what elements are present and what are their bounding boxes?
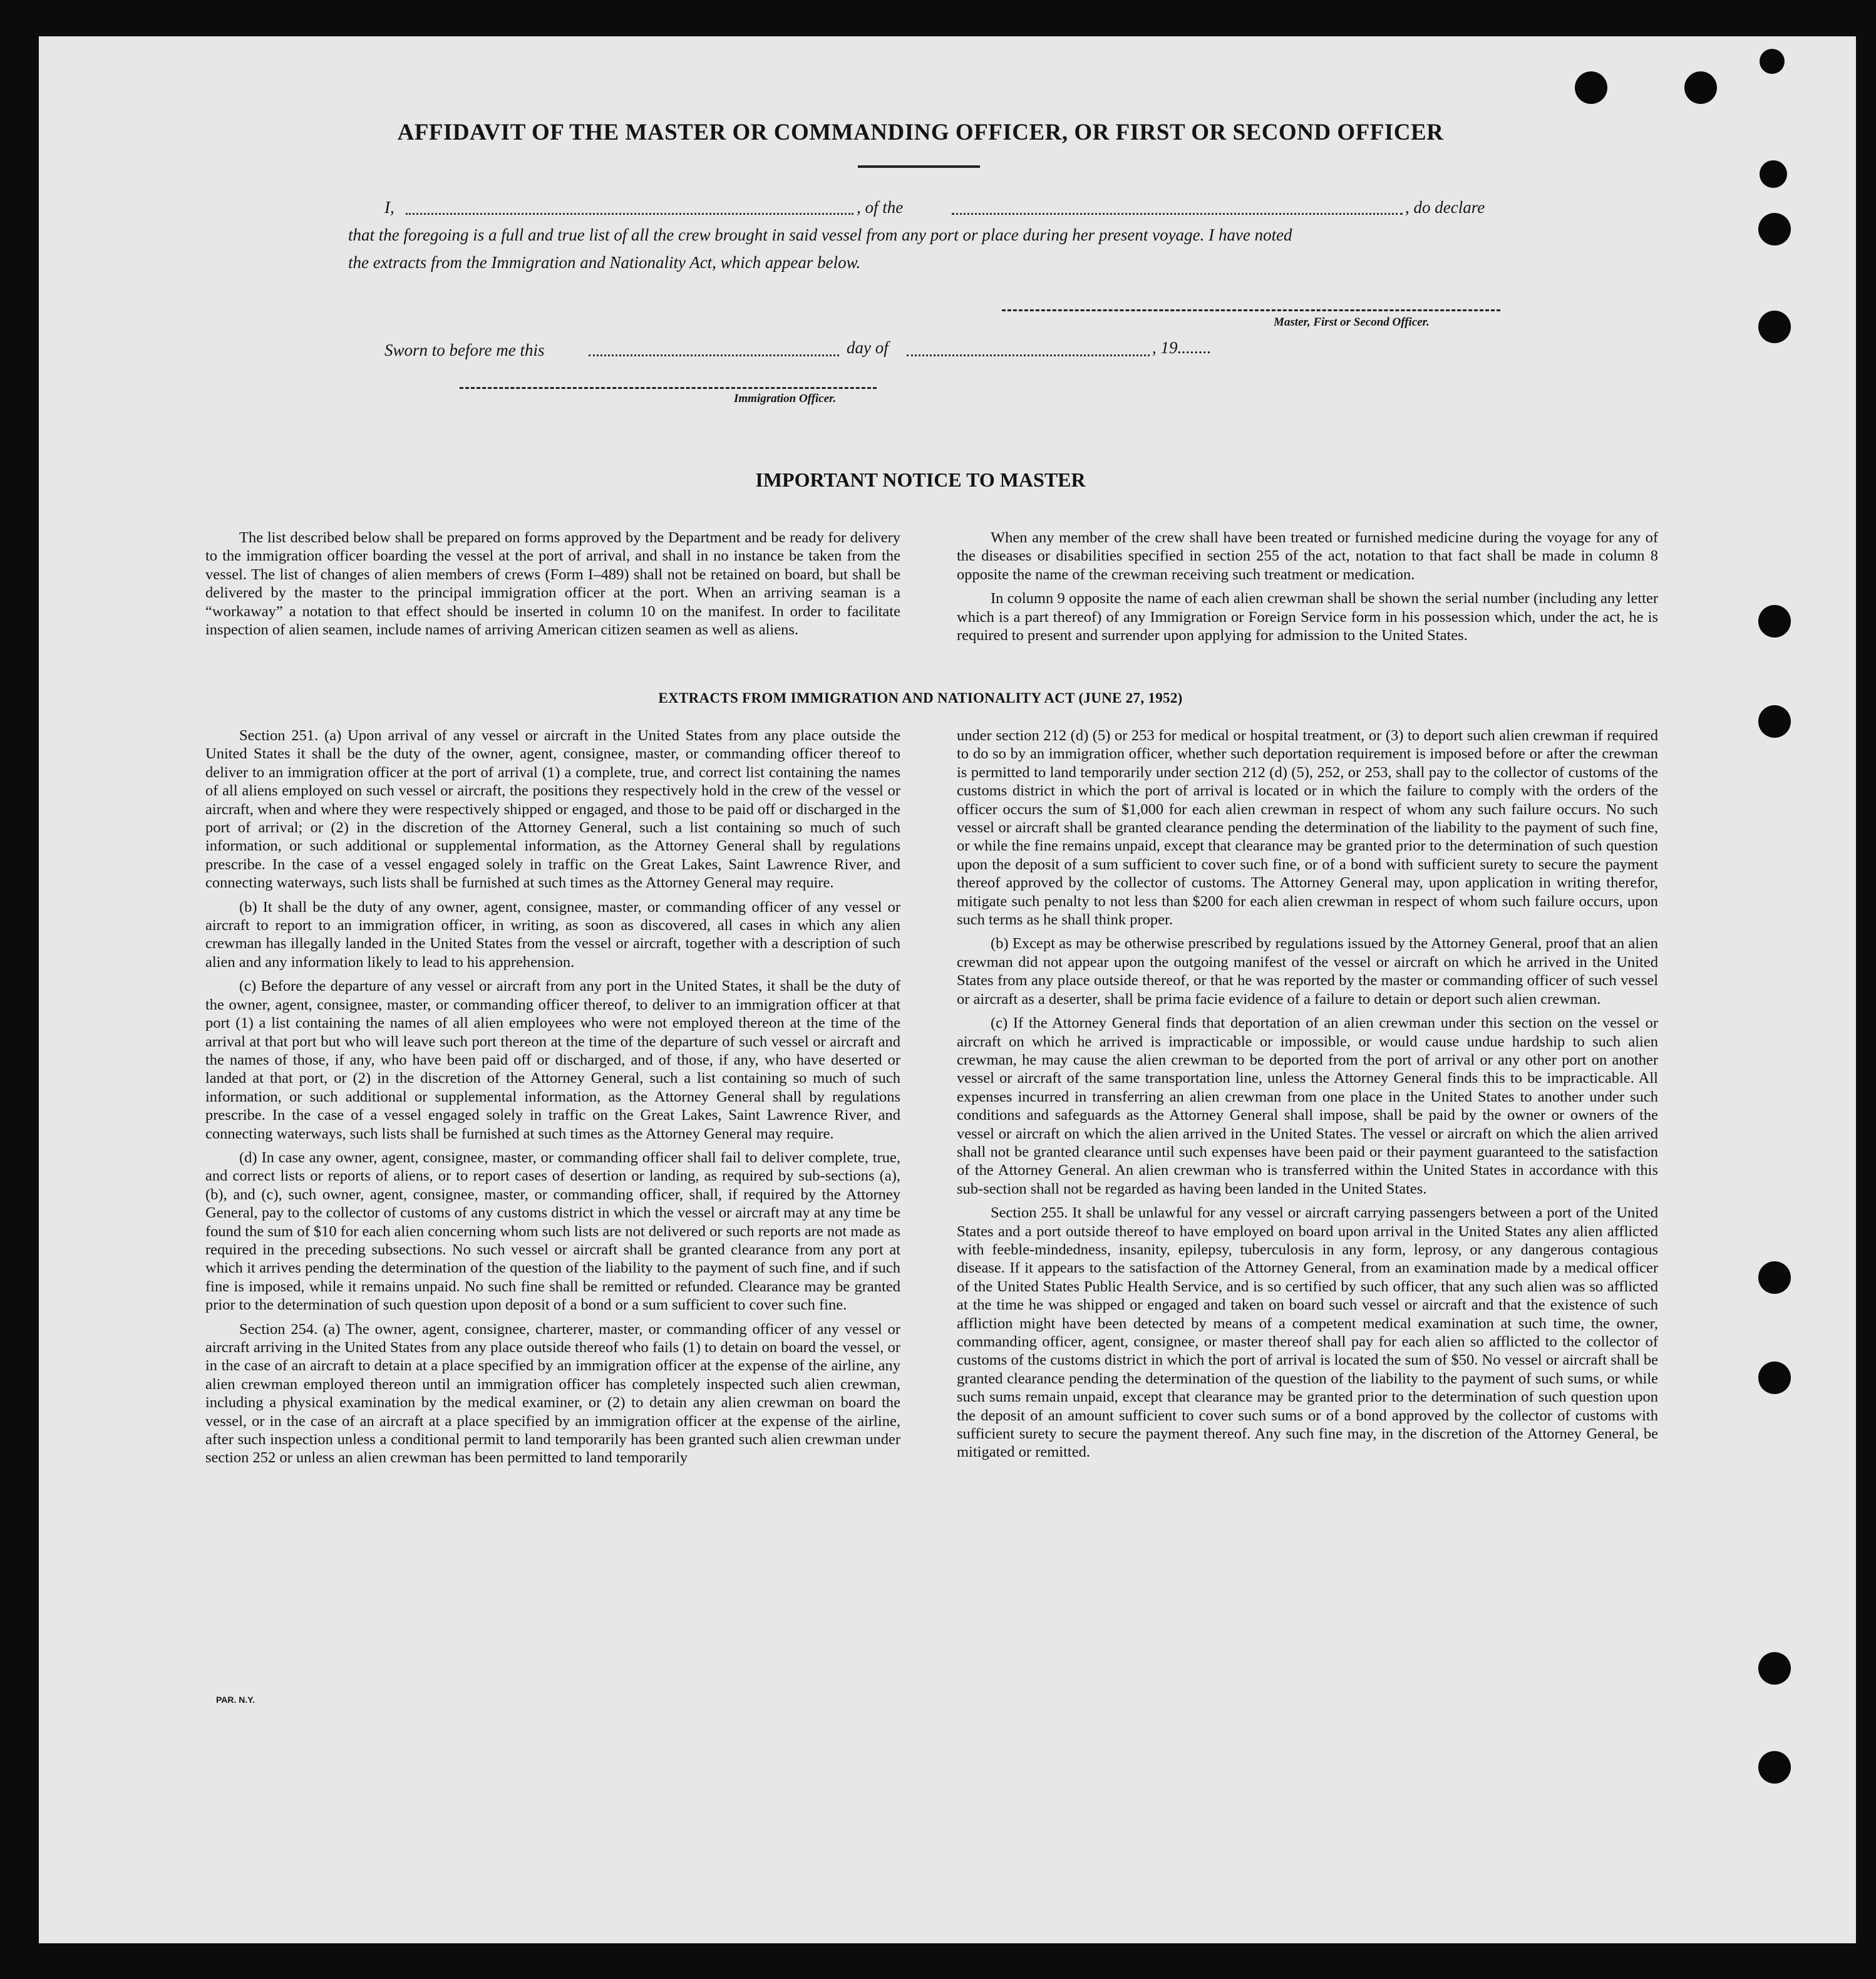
punch-hole [1575, 71, 1607, 104]
punch-hole [1758, 1751, 1791, 1784]
sworn-label: Sworn to before me this [384, 341, 545, 359]
day-of-label: day of [847, 338, 889, 357]
sworn-year-label: , 19........ [1152, 338, 1212, 357]
punch-hole [1758, 605, 1791, 638]
notice-right-column [957, 529, 1658, 650]
extracts-title: EXTRACTS FROM IMMIGRATION AND NATIONALITY ACT (JUNE 27, 1952) [658, 690, 1183, 706]
declaration-i-label: I, [384, 198, 394, 217]
punch-hole [1758, 213, 1791, 245]
punch-hole [1684, 71, 1717, 104]
declaration-line-3: the extracts from the Immigration and Nationality Act, which appear below. [348, 253, 861, 272]
extracts-left-column [205, 726, 900, 1473]
sworn-month-field[interactable] [907, 354, 1150, 356]
extract-paragraph: (b) It shall be the duty of any owner, agent, consignee, master, or commanding officer of any vessel or aircraft to report to an immigration officer, in writing, as soon as discovered, all cases in which any alien crewman has illegally landed in the United States from the vessel or aircraft, together with a description of such alien and any information likely to lead to his apprehension. [205, 898, 900, 971]
notice-title: IMPORTANT NOTICE TO MASTER [755, 468, 1086, 491]
punch-hole [1760, 160, 1787, 188]
affidavit-title: AFFIDAVIT OF THE MASTER OR COMMANDING OFFICER, OR FIRST OR SECOND OFFICER [397, 120, 1444, 145]
punch-hole [1758, 1362, 1791, 1394]
printer-mark: PAR. N.Y. [216, 1695, 255, 1705]
declaration-declare-label: , do declare [1405, 198, 1485, 217]
extract-paragraph: (d) In case any owner, agent, consignee, master, or commanding officer shall fail to deliver complete, true, and correct lists or reports of aliens, or to report cases of desertion or landing, as required by sub-sections (a), (b), and (c), such owner, agent, consignee, master, or commanding officer, shall, if required by the Attorney General, pay to the collector of customs of any customs district in which the vessel or aircraft may at any time be found the sum of $10 for each alien concerning whom such lists are not delivered or such reports are not made as required in the preceding subsections. No such vessel or aircraft shall be granted clearance from any port at which it arrives pending the determination of the question of the liability to the payment of such fine, and if such fine is imposed, while it remains unpaid. No such fine shall be remitted or refunded. Clearance may be granted prior to the determination of such question upon deposit of a bond or a sum sufficient to cover such fine. [205, 1149, 900, 1314]
extract-paragraph: Section 251. (a) Upon arrival of any vessel or aircraft in the United States from any place outside the United States it shall be the duty of the owner, agent, consignee, master, or commanding officer thereof to deliver to an immigration officer at the port of arrival (1) a complete, true, and correct list containing the names of all aliens employed on such vessel or aircraft, the positions they respectively hold in the crew of the vessel or aircraft, when and where they were respectively shipped or engaged, and those to be paid off or discharged in the port of arrival; or (2) in the discretion of the Attorney General, such a list containing so much of such information, or such additional or supplemental information, as the Attorney General shall by regulations prescribe. In the case of a vessel engaged solely in traffic on the Great Lakes, Saint Lawrence River, and connecting waterways, such lists shall be furnished at such times as the Attorney General may require. [205, 727, 900, 892]
declarant-name-field[interactable] [406, 213, 853, 215]
punch-hole [1758, 1261, 1791, 1294]
extract-paragraph: (c) Before the departure of any vessel or aircraft from any port in the United States, it shall be the duty of the owner, agent, consignee, master, or commanding officer thereof, to deliver to an immigration officer at that port (1) a list containing the names of all alien employees who were not employed thereon at the time of the arrival at that port but who will leave such port thereon at the time of the departure of such vessel or aircraft and the names of those, if any, who have been paid off or discharged, and of those, if any, who have deserted or landed at that port, or (2) in the discretion of the Attorney General, such a list containing so much of such information, or such additional or supplemental information, as the Attorney General shall by regulations prescribe. In the case of a vessel engaged solely in traffic on the Great Lakes, Saint Lawrence River, and connecting waterways, such lists shall be furnished at such times as the Attorney General may require. [205, 978, 900, 1142]
sworn-day-field[interactable] [589, 354, 839, 356]
extract-paragraph: (b) Except as may be otherwise prescribed by regulations issued by the Attorney General, proof that an alien crewman did not appear upon the outgoing manifest of the vessel or aircraft on which he arrived in the United States from any place outside thereof, or that he was reported by the master or commanding officer of such vessel or aircraft as a deserter, shall be prima facie evidence of a failure to detain or deport such alien crewman. [957, 935, 1658, 1008]
extract-paragraph: (c) If the Attorney General finds that deportation of an alien crewman under this section on the vessel or aircraft on which he arrived is impracticable or impossible, or would cause undue hardship to such alien crewman, he may cause the alien crewman to be deported from the port of arrival or any other port on another vessel or aircraft of the same transportation line, unless the Attorney General finds this to be impracticable. All expenses incurred in transferring an alien crewman from one place in the United States to another under such conditions and safeguards as the Attorney General shall impose, shall be paid by the owner or owners of the vessel or aircraft on which the alien arrived in the United States. The vessel or aircraft on which the alien arrived shall not be granted clearance until such expenses have been paid or their payment guaranteed to the satisfaction of the Attorney General. An alien crewman who is transferred within the United States in accordance with this sub-section shall not be regarded as having been landed in the United States. [957, 1015, 1658, 1197]
punch-hole [1758, 1652, 1791, 1685]
immigration-officer-signature-line[interactable] [460, 387, 877, 389]
punch-hole [1758, 705, 1791, 738]
extract-paragraph: Section 255. It shall be unlawful for any vessel or aircraft carrying passengers between a port of the United States and a port outside thereof to have employed on board upon arrival in the United States any alien afflicted with feeble-mindedness, insanity, epilepsy, tuberculosis in any form, leprosy, or any dangerous contagious disease. If it appears to the satisfaction of the Attorney General, from an examination made by a medical officer of the United States Public Health Service, and is so certified by such officer, that any such alien was so afflicted at the time he was shipped or engaged and taken on board such vessel or aircraft and that the existence of such affliction might have been detected by means of a competent medical examination at such time, the owner, commanding officer, agent, consignee, or master thereof shall pay for each alien so afflicted to the collector of customs of the customs district in which the port of arrival is located the sum of $50. No vessel or aircraft shall be granted clearance pending the determination of the question of the liability to the payment of such sums, or while such sums remain unpaid, except that clearance may be granted prior to the determination of such question upon the deposit of an amount sufficient to cover such sums or of a bond approved by the collector of customs with sufficient surety to secure the payment thereof. Any such fine may, in the discretion of the Attorney General, be mitigated or remitted. [957, 1204, 1658, 1461]
immigration-officer-caption: Immigration Officer. [734, 392, 837, 405]
punch-hole [1760, 49, 1785, 74]
punch-hole [1758, 311, 1791, 343]
notice-left-column [205, 529, 900, 644]
declaration-line-2: that the foregoing is a full and true list of all the crew brought in said vessel from any port or place during her present voyage. I have noted [348, 225, 1292, 244]
master-signature-line[interactable] [1002, 309, 1500, 311]
master-signature-caption: Master, First or Second Officer. [1274, 316, 1430, 329]
declaration-of-the-label: , of the [857, 198, 904, 217]
extract-paragraph: Section 254. (a) The owner, agent, consignee, charterer, master, or commanding officer of any vessel or aircraft arriving in the United States from any place outside thereof who fails (1) to detain on board the vessel, or in the case of an aircraft to detain at a place specified by an immigration officer at the expense of the airline, any alien crewman employed thereon until an immigration officer has completely inspected such alien crewman, including a physical examination by the medical examiner, or (2) to detain any alien crewman on board the vessel, or in the case of an aircraft at a place specified by an immigration officer at the expense of the airline, after such inspection unless a conditional permit to land temporarily has been granted such alien crewman under section 252 or unless an alien crewman has been permitted to land temporarily [205, 1320, 900, 1467]
extracts-right-column [957, 726, 1658, 1467]
title-rule [858, 165, 980, 168]
notice-paragraph: When any member of the crew shall have been treated or furnished medicine during the voyage for any of the diseases or disabilities specified in section 255 of the act, notation to that fact shall be made in column 8 opposite the name of the crewman receiving such treatment or medication. [957, 529, 1658, 583]
extract-paragraph: under section 212 (d) (5) or 253 for medical or hospital treatment, or (3) to deport such alien crewman if required to do so by an immigration officer, whether such deportation requirement is imposed before or after the crewman is permitted to land temporarily under section 212 (d) (5), 252, or 253, shall pay to the collector of customs of the customs district in which the port of arrival is located or in which the failure to comply with the orders of the officer occurs the sum of $1,000 for each alien crewman in respect of whom any such failure occurs. No such vessel or aircraft shall be granted clearance pending the determination of the liability to the payment of such fine, or while the fine remains unpaid, except that clearance may be granted prior to the determination of such question upon the deposit of a sum sufficient to cover such fine, or of a bond with sufficient surety to secure the payment thereof approved by the collector of customs. The Attorney General may, upon application in writing therefor, mitigate such penalty to not less than $200 for each alien crewman in respect of whom such failure occurs, upon such terms as he shall think proper. [957, 727, 1658, 929]
notice-paragraph: In column 9 opposite the name of each alien crewman shall be shown the serial number (including any letter which is a part thereof) of any Immigration or Foreign Service form in his possession which, under the act, he is required to present and surrender upon applying for admission to the United States. [957, 590, 1658, 644]
notice-paragraph: The list described below shall be prepared on forms approved by the Department and be ready for delivery to the immigration officer boarding the vessel at the port of arrival, and shall in no instance be taken from the vessel. The list of changes of alien members of crews (Form I–489) shall not be retained on board, but shall be delivered by the master to the principal immigration officer at the port. When an arriving seaman is a “workaway” a notation to that effect should be inserted in column 10 on the manifest. In order to facilitate inspection of alien seamen, include names of arriving American citizen seamen as well as aliens. [205, 529, 900, 639]
vessel-name-field[interactable] [952, 213, 1403, 215]
